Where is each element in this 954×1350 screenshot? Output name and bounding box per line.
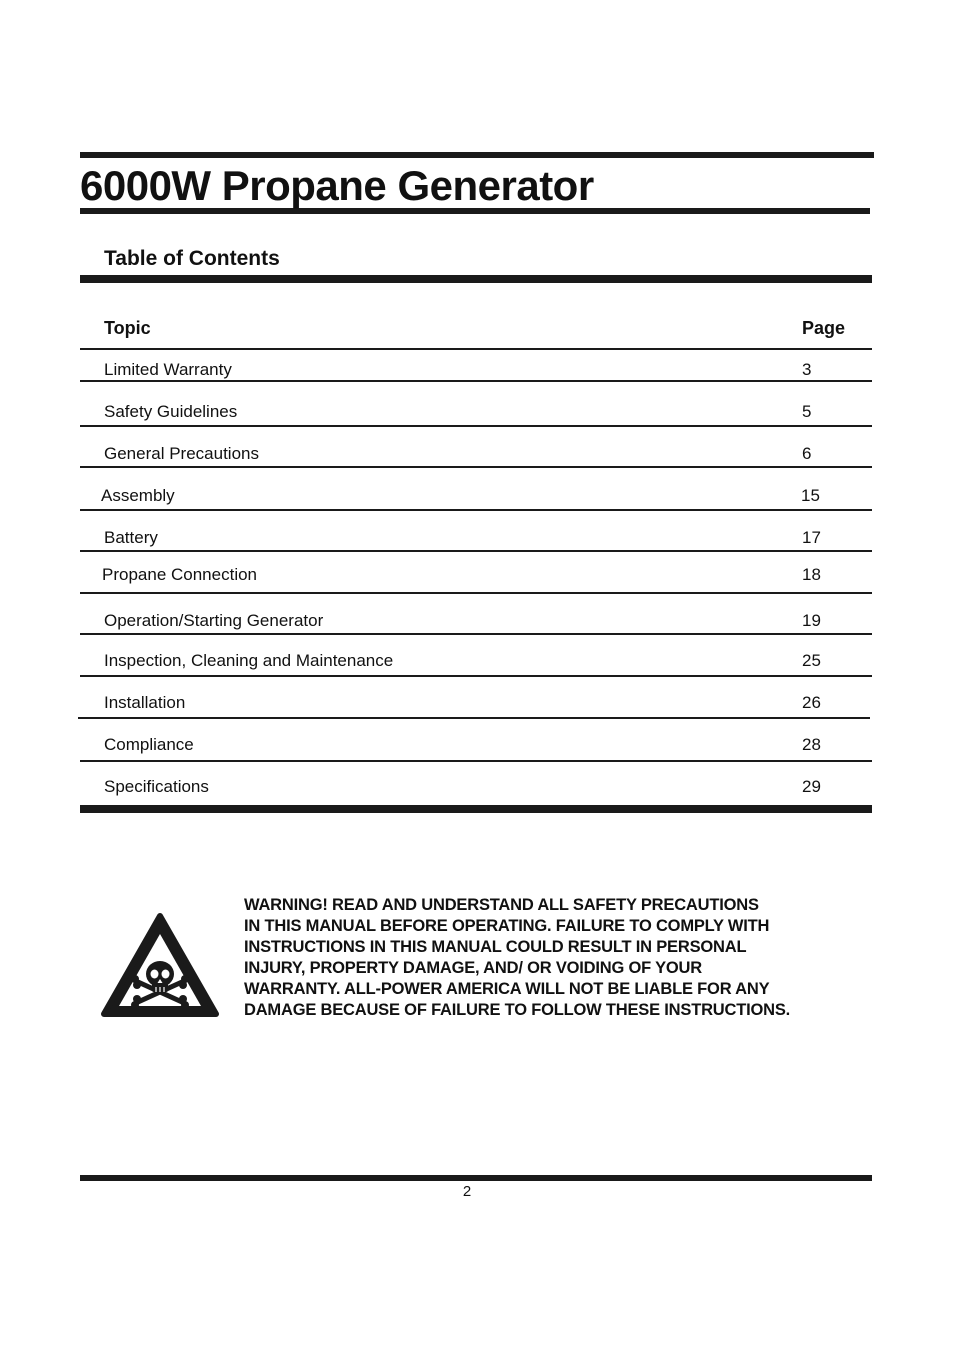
toc-page: 5 <box>802 402 812 421</box>
warning-line: DAMAGE BECAUSE OF FAILURE TO FOLLOW THESE INSTRUCTIONS. <box>244 1001 791 1019</box>
row-separator <box>80 550 872 552</box>
toc-topic: Specifications <box>104 777 209 796</box>
toc-row <box>0 442 954 466</box>
warning-line: INJURY, PROPERTY DAMAGE, AND/ OR VOIDING OF YOUR <box>244 959 702 977</box>
row-separator <box>80 675 872 677</box>
toc-page: 17 <box>802 528 821 547</box>
toc-row <box>0 609 954 633</box>
toc-topic: Installation <box>104 693 186 712</box>
row-separator <box>80 466 872 468</box>
toc-page: 25 <box>802 651 821 670</box>
toc-page: 15 <box>801 486 820 505</box>
toc-topic: Operation/Starting Generator <box>104 611 324 630</box>
safety-warning-text <box>244 895 884 1021</box>
toc-topic: Limited Warranty <box>104 360 232 379</box>
toc-page: 6 <box>802 444 812 463</box>
toc-row <box>0 649 954 673</box>
row-separator <box>80 633 872 635</box>
toc-row <box>0 484 954 508</box>
toc-topic: Assembly <box>101 486 175 505</box>
toc-page: 29 <box>802 777 821 796</box>
toc-heading: Table of Contents <box>104 247 280 270</box>
toc-row <box>0 400 954 424</box>
row-separator <box>80 760 872 762</box>
warning-line: IN THIS MANUAL BEFORE OPERATING. FAILURE TO COMPLY WITH <box>244 917 770 935</box>
toc-topic: Propane Connection <box>102 565 258 584</box>
toc-topic: Inspection, Cleaning and Maintenance <box>104 651 394 670</box>
skull-crossbones-warning-icon <box>100 912 220 1020</box>
toc-row <box>0 733 954 757</box>
toc-row <box>0 563 954 587</box>
toc-topic: Compliance <box>104 735 194 754</box>
row-separator <box>80 592 872 594</box>
toc-row <box>0 775 954 799</box>
row-separator <box>78 717 870 719</box>
toc-page: 18 <box>802 565 821 584</box>
page-number: 2 <box>462 1183 472 1200</box>
toc-heading-rule <box>80 275 872 283</box>
toc-row <box>0 691 954 715</box>
title-top-rule <box>80 152 874 158</box>
row-separator <box>80 425 872 427</box>
topic-column-header: Topic <box>104 318 151 338</box>
page-column-header: Page <box>802 318 846 338</box>
toc-row <box>0 526 954 550</box>
toc-row <box>0 358 954 382</box>
row-separator <box>80 509 872 511</box>
toc-bottom-rule <box>80 805 872 813</box>
toc-page: 3 <box>802 360 812 379</box>
warning-line: INSTRUCTIONS IN THIS MANUAL COULD RESULT IN PERSONAL <box>244 938 747 956</box>
toc-topic: Battery <box>104 528 158 547</box>
header-separator <box>80 348 872 350</box>
toc-page: 28 <box>802 735 821 754</box>
toc-topic: Safety Guidelines <box>104 402 238 421</box>
toc-page: 26 <box>802 693 821 712</box>
footer-rule <box>80 1175 872 1181</box>
toc-topic: General Precautions <box>104 444 259 463</box>
warning-line: WARRANTY. ALL-POWER AMERICA WILL NOT BE LIABLE FOR ANY <box>244 980 770 998</box>
toc-page: 19 <box>802 611 821 630</box>
warning-line: WARNING! READ AND UNDERSTAND ALL SAFETY PRECAUTIONS <box>244 896 759 914</box>
document-title: 6000W Propane Generator <box>80 162 594 209</box>
